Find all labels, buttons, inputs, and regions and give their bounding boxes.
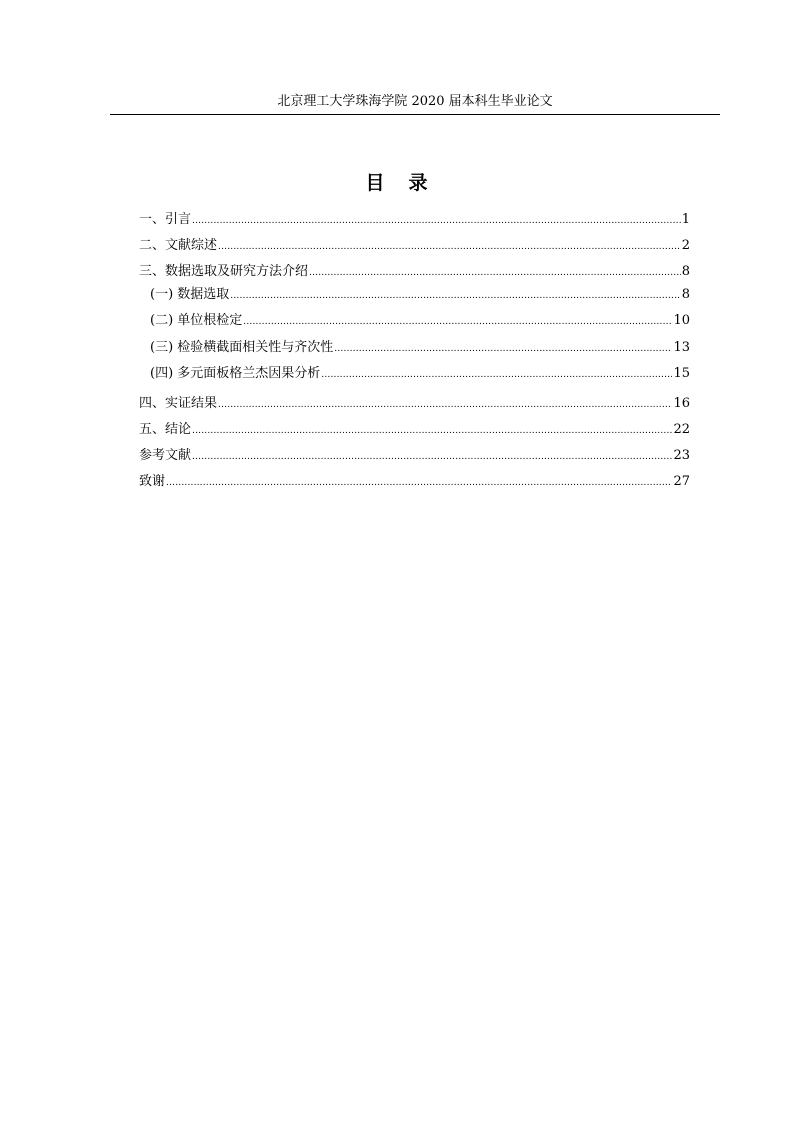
dot-leader [192, 212, 681, 230]
dot-leader [192, 448, 672, 466]
toc-subentry[interactable] [150, 365, 690, 383]
toc-entry-label: 三、数据选取及研究方法介绍 [139, 264, 309, 279]
dot-leader [192, 422, 672, 440]
running-header: 北京理工大学珠海学院 2020 届本科生毕业论文 [277, 94, 553, 109]
toc-subentry[interactable] [150, 339, 690, 357]
dot-leader [243, 313, 672, 331]
toc-entry[interactable] [139, 211, 690, 229]
toc-entry-page: 27 [673, 474, 690, 489]
toc-entry-label: (四) 多元面板格兰杰因果分析 [150, 366, 321, 381]
toc-subentry[interactable] [150, 286, 690, 304]
toc-entry-label: 五、结论 [139, 422, 192, 437]
toc-entry-page: 23 [673, 448, 690, 463]
toc-entry-page: 22 [673, 422, 690, 437]
toc-entry[interactable] [139, 263, 690, 281]
toc-entry[interactable] [139, 237, 690, 255]
toc-entry-label: (一) 数据选取 [150, 287, 230, 302]
dot-leader [230, 287, 680, 305]
toc-entry-page: 8 [681, 264, 690, 279]
toc-entry-label: 四、实证结果 [139, 396, 218, 411]
toc-entry[interactable] [139, 447, 690, 465]
toc-entry-page: 8 [681, 287, 690, 302]
dot-leader [166, 474, 672, 492]
toc-entry-label: 致谢 [139, 474, 166, 489]
dot-leader [321, 366, 672, 384]
toc-title: 目录 [365, 172, 452, 194]
dot-leader [218, 238, 681, 256]
toc-entry-label: 一、引言 [139, 212, 192, 227]
toc-entry-page: 10 [673, 313, 690, 328]
dot-leader [309, 264, 681, 282]
toc-entry[interactable] [139, 421, 690, 439]
toc-entry-page: 1 [681, 212, 690, 227]
toc-entry-label: (二) 单位根检定 [150, 313, 243, 328]
dot-leader [218, 396, 672, 414]
toc-entry-page: 15 [673, 366, 690, 381]
toc-entry-label: 二、文献综述 [139, 238, 218, 253]
toc-entry-page: 2 [681, 238, 690, 253]
toc-subentry[interactable] [150, 312, 690, 330]
toc-entry[interactable] [139, 473, 690, 491]
dot-leader [334, 340, 672, 358]
toc-entry-label: 参考文献 [139, 448, 192, 463]
toc-entry-page: 13 [673, 340, 690, 355]
toc-entry-label: (三) 检验横截面相关性与齐次性 [150, 340, 334, 355]
toc-entry-page: 16 [673, 396, 690, 411]
toc-entry[interactable] [139, 395, 690, 413]
